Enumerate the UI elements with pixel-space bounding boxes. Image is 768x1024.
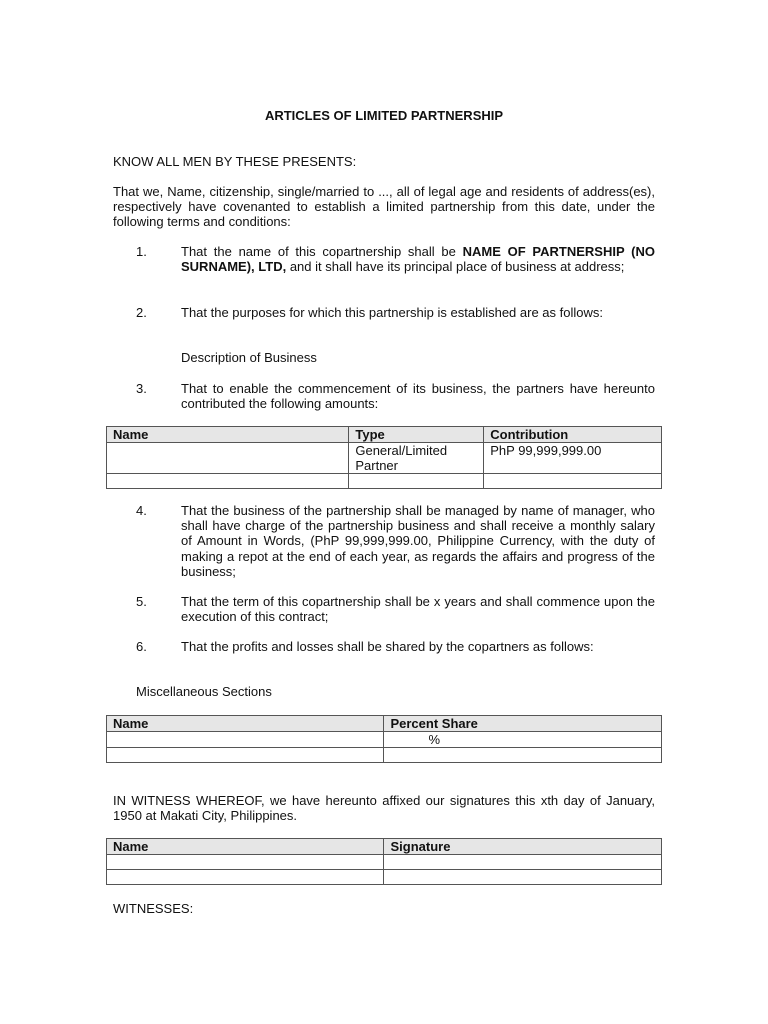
table-header-row [107,716,662,732]
document-title: ARTICLES OF LIMITED PARTNERSHIP [264,108,504,123]
table-cell [384,855,662,870]
table-row [107,732,662,748]
table-row [107,474,662,489]
table-row [107,443,662,474]
table-cell [107,748,384,763]
table-cell [107,732,384,748]
header-cell: Percent Share [384,716,662,732]
item-number-1: 1. [136,244,147,259]
item-1-pre: That the name of this copartnership shall be [181,244,463,259]
header-cell: Signature [384,839,662,855]
table-cell [349,474,484,489]
witness-paragraph: IN WITNESS WHEREOF, we have hereunto affixed our signatures this xth day of January, 1950 at Makati City, Philippines. [113,793,655,824]
item-5: That the term of this copartnership shall be x years and shall commence upon the execution of this contract; [181,594,655,625]
business-description: Description of Business [181,350,317,365]
header-cell: Name [107,427,349,443]
item-6: That the profits and losses shall be shared by the copartners as follows: [181,639,594,654]
table-header-row [107,427,662,443]
table-cell [384,870,662,885]
intro-paragraph: That we, Name, citizenship, single/married to ..., all of legal age and residents of address(es), respectively have covenanted to establish a limited partnership from this date, under the following terms and conditions: [113,184,655,230]
item-1-post: and it shall have its principal place of business at address; [286,259,625,275]
table-cell [107,474,349,489]
item-number-5: 5. [136,594,147,609]
table-row [107,748,662,763]
item-2: That the purposes for which this partnership is established are as follows: [181,305,603,320]
item-number-6: 6. [136,639,147,654]
table-cell: % [384,732,662,748]
item-number-2: 2. [136,305,147,320]
table-cell [384,748,662,763]
item-number-4: 4. [136,503,147,518]
misc-sections: Miscellaneous Sections [136,684,272,699]
table-row [107,870,662,885]
table-cell [484,474,662,489]
header-cell: Type [349,427,484,443]
table-row [107,855,662,870]
greeting: KNOW ALL MEN BY THESE PRESENTS: [113,154,357,169]
contribution-table [106,426,662,489]
item-3: That to enable the commencement of its business, the partners have hereunto contributed the following amounts: [181,381,655,412]
share-table [106,715,662,763]
item-4: That the business of the partnership shall be managed by name of manager, who shall have charge of the partnership business and shall receive a monthly salary of Amount in Words, (PhP 99,999,999.00, Philippine Currency, with the duty of making a repot at the end of each year, as regards the affairs and progress of the business; [181,503,655,579]
header-cell: Contribution [484,427,662,443]
header-cell: Name [107,839,384,855]
partnership-name: NAME OF PARTNERSHIP (NO SURNAME), LTD, [181,244,655,275]
table-cell: PhP 99,999,999.00 [484,443,662,474]
table-cell [107,855,384,870]
item-1 [181,244,655,274]
table-cell [107,443,349,474]
table-cell [107,870,384,885]
header-cell: Name [107,716,384,732]
item-number-3: 3. [136,381,147,396]
table-header-row [107,839,662,855]
table-cell: General/Limited Partner [349,443,484,474]
signature-table [106,838,662,885]
witnesses-label: WITNESSES: [113,901,194,916]
